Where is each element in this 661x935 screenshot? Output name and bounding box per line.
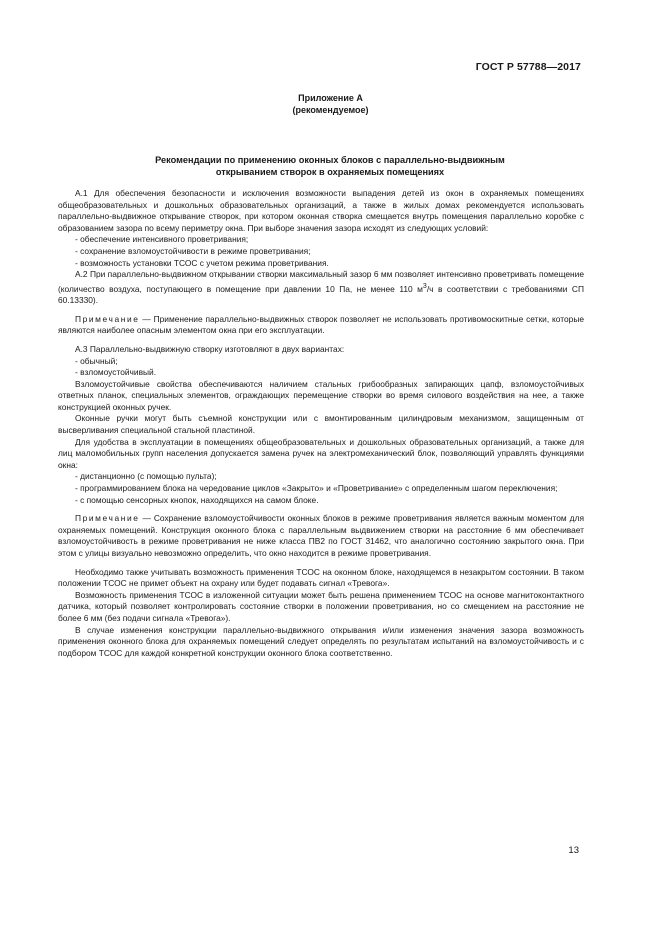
paragraph-handles: Оконные ручки могут быть съемной конструкции или с вмонтированным цилиндровым механизмом, защищенным от высверливания специальной стальной пластиной. — [58, 413, 584, 436]
page-number: 13 — [568, 845, 579, 856]
appendix-title: Приложение А — [298, 93, 363, 103]
paragraph-final: В случае изменения конструкции параллельно-выдвижного открывания и/или изменения значения зазора возможность применения оконного блока для охраняемых помещений следует определять по результатам испытаний на взломоустойчивость и с подбором ТСОС для каждой конкретной конструкции оконного блока соответственно. — [58, 624, 584, 658]
note-label: Примечание — [75, 313, 140, 324]
list-item: - обеспечение интенсивного проветривания; — [75, 234, 249, 245]
note-2 — [58, 513, 584, 559]
list-item: - программированием блока на чередование циклов «Закрыто» и «Проветривание» с определенным шагом переключения; — [75, 483, 558, 494]
appendix-block — [0, 92, 661, 116]
paragraph-a1: А.1 Для обеспечения безопасности и исключения возможности выпадения детей из окон в охраняемых помещениях общеобразовательных и дошкольных образовательных организаций, а также в жилых домах рекомендуется использовать параллельно-выдвижное открывание створок, при котором оконная створка смещается внутрь помещения параллельно коробке с образованием зазора по всему периметру окна. При выборе значения зазора исходят из следующих условий: — [58, 188, 584, 233]
paragraph-tsos-solution: Возможность применения ТСОС в изложенной ситуации может быть решена применением ТСОС на основе магнитоконтактного датчика, который позволяет контролировать состояние створки в положении проветривания, но со смещением на расстояние не более 6 мм (без подачи сигнала «Тревога»). — [58, 589, 584, 623]
list-item: - сохранение взломоустойчивости в режиме проветривания; — [75, 245, 311, 256]
note-text: — Применение параллельно-выдвижных створок позволяет не использовать противомоскитные сетки, которые являются наиболее опасным элементом окна при его эксплуатации. — [58, 313, 584, 336]
section-heading-line-2: открыванием створок в охраняемых помещениях — [215, 167, 445, 177]
paragraph-a2-text-end: /ч в соответствии с требованиями СП 60.13330). — [58, 283, 584, 306]
appendix-subtitle: (рекомендуемое) — [292, 105, 369, 115]
document-body — [58, 188, 584, 659]
paragraph-a3: А.3 Параллельно-выдвижную створку изготовляют в двух вариантах: — [75, 343, 345, 354]
section-heading — [80, 154, 580, 178]
paragraph-tsos-consideration: Необходимо также учитывать возможность применения ТСОС на оконном блоке, находящемся в незакрытом состоянии. В таком положении ТСОС не примет объект на охрану или будет подавать сигнал «Тревога». — [58, 566, 584, 589]
note-text: — Сохранение взломоустойчивости оконных блоков в режиме проветривания является важным моментом для охраняемых помещений. Конструкция оконного блока с параллельным выдвижением створки на расстояние 6 мм обеспечивает взломоустойчивость в режиме проветривания не ниже класса ПВ2 по ГОСТ 31462, что аналогично состоянию закрытого окна. При этом с улицы визуально невозможно определить, что окно находится в режиме проветривания. — [58, 513, 584, 559]
list-item: - дистанционно (с помощью пульта); — [75, 471, 217, 482]
paragraph-burglar-resistance: Взломоустойчивые свойства обеспечиваются наличием стальных грибообразных запирающих цапф, взломоустойчивых ответных планок, специальных элементов, ограждающих перемещение створки во время силового воздействия на нее, а также конструкцией оконных ручек. — [58, 378, 584, 412]
paragraph-a2 — [58, 269, 584, 307]
list-item: - обычный; — [75, 355, 118, 366]
list-item: - с помощью сенсорных кнопок, находящихся на самом блоке. — [75, 494, 319, 505]
note-label: Примечание — [75, 513, 140, 524]
list-item: - возможность установки ТСОС с учетом режима проветривания. — [75, 257, 329, 268]
list-item: - взломоустойчивый. — [75, 367, 157, 378]
paragraph-a2-text: А.2 При параллельно-выдвижном открывании створки максимальный зазор 6 мм позволяет интенсивно проветривать помещение (количество воздуха, поступающего в помещение при давлении 10 Па, не менее 110 м — [58, 269, 584, 294]
note-1 — [58, 314, 584, 337]
document-standard-id: ГОСТ Р 57788—2017 — [475, 61, 581, 73]
paragraph-convenience: Для удобства в эксплуатации в помещениях общеобразовательных и дошкольных образовательных организаций, а также для лиц маломобильных групп населения допускается замена ручек на электромеханический блок, позволяющий управлять функциями окна: — [58, 436, 584, 470]
section-heading-line-1: Рекомендации по применению оконных блоков с параллельно-выдвижным — [155, 155, 505, 165]
superscript-exponent: 3 — [422, 282, 427, 290]
